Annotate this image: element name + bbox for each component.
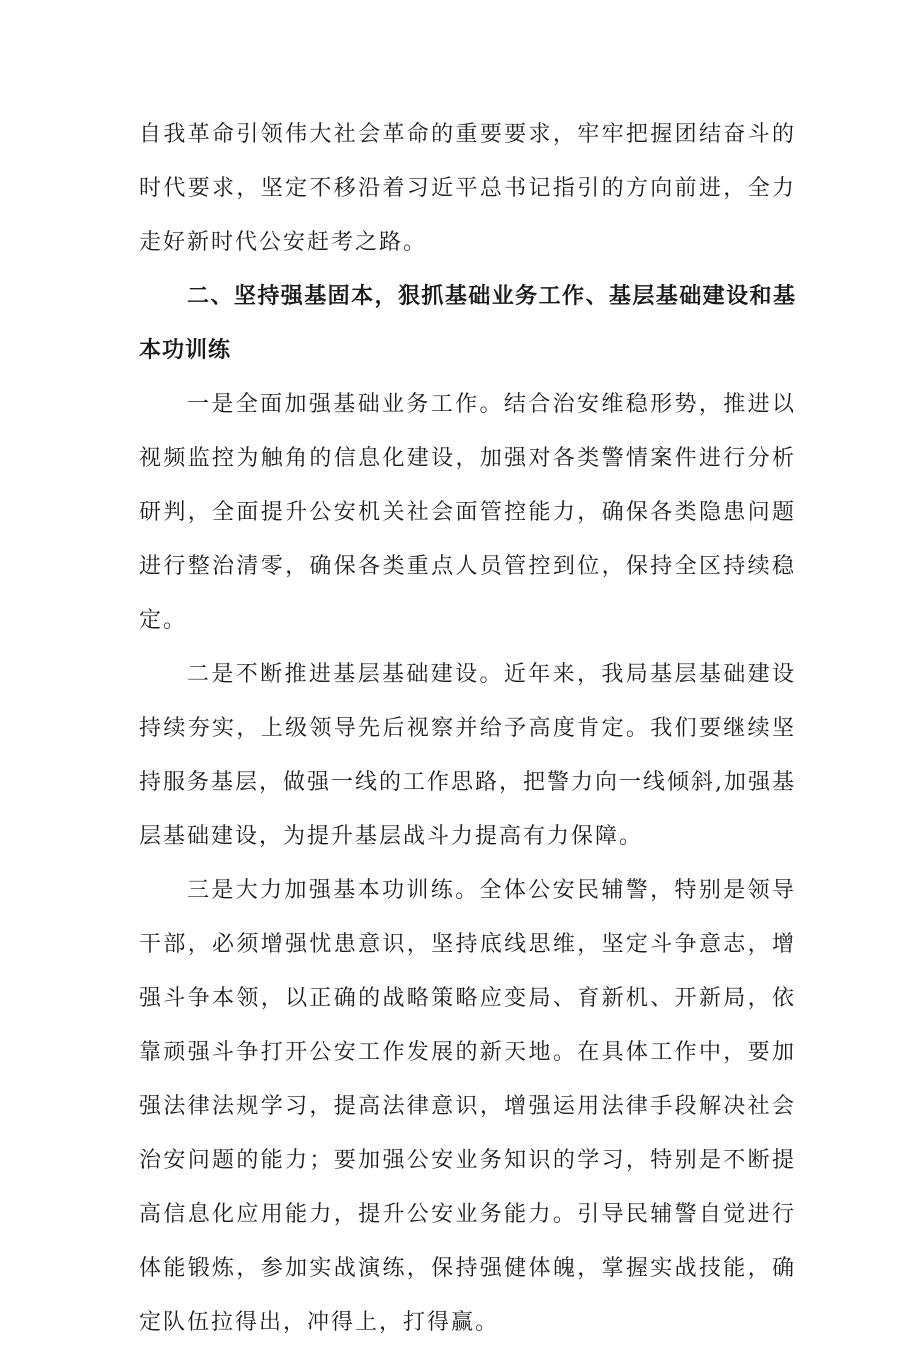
document-body <box>139 108 796 1350</box>
paragraph-basic-skills-training: 三是大力加强基本功训练。全体公安民辅警，特别是领导干部，必须增强忧患意识，坚持底线思维，坚定斗争意志，增强斗争本领，以正确的战略策略应变局、育新机、开新局，依靠顽强斗争打开公安工作发展的新天地。在具体工作中，要加强法律法规学习，提高法律意识，增强运用法律手段解决社会治安问题的能力；要加强公安业务知识的学习，特别是不断提高信息化应用能力，提升公安业务能力。引导民辅警自觉进行体能锻炼，参加实战演练，保持强健体魄，掌握实战技能，确定队伍拉得出，冲得上，打得赢。 <box>139 878 796 1335</box>
paragraph-basic-business: 一是全面加强基础业务工作。结合治安维稳形势，推进以视频监控为触角的信息化建设，加强对各类警情案件进行分析研判，全面提升公安机关社会面管控能力，确保各类隐患问题进行整治清零，确保各类重点人员管控到位，保持全区持续稳定。 <box>139 392 796 633</box>
paragraph-continuation: 自我革命引领伟大社会革命的重要要求，牢牢把握团结奋斗的时代要求，坚定不移沿着习近平总书记指引的方向前进，全力走好新时代公安赶考之路。 <box>139 122 796 255</box>
paragraph-grassroots-construction: 二是不断推进基层基础建设。近年来，我局基层基础建设持续夯实，上级领导先后视察并给予高度肯定。我们要继续坚持服务基层，做强一线的工作思路，把警力向一线倾斜,加强基层基础建设，为提升基层战斗力提高有力保障。 <box>139 662 796 849</box>
section-heading: 二、坚持强基固本，狠抓基础业务工作、基层基础建设和基本功训练 <box>139 284 796 363</box>
